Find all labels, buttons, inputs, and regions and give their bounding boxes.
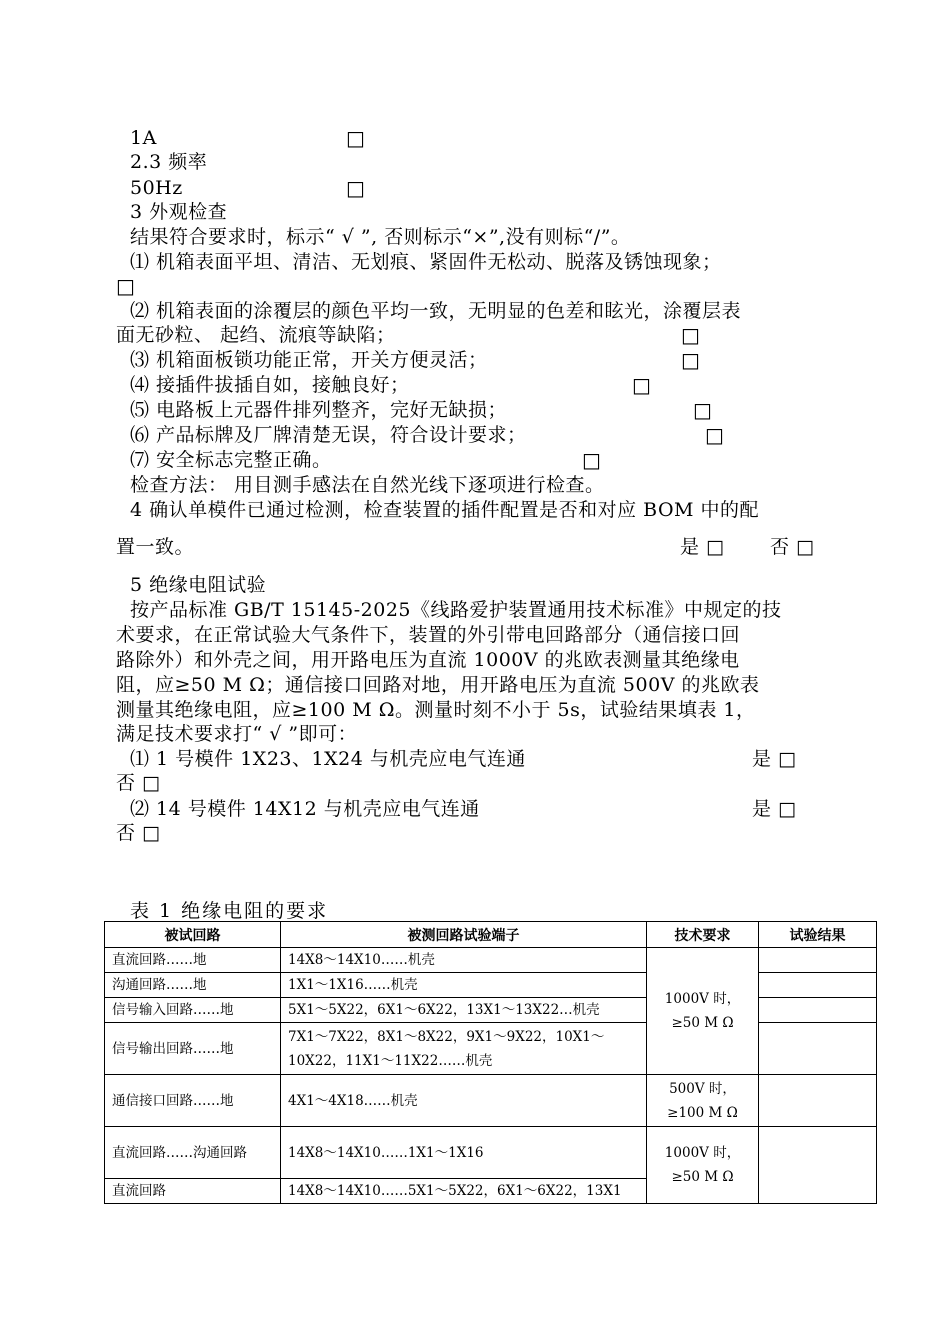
circuit-cell: 信号输入回路……地 <box>105 998 281 1023</box>
checkbox[interactable]: □ <box>582 448 601 472</box>
circuit-cell: 直流回路……沟通回路 <box>105 1127 281 1179</box>
no-checkbox[interactable]: 否 □ <box>116 772 161 794</box>
table-row <box>105 973 877 998</box>
terminals-cell: 14X8～14X10……机壳 <box>281 948 647 973</box>
table-row <box>105 998 877 1023</box>
requirement-cell: 1000V 时，≥50 M Ω <box>647 948 759 1075</box>
terminals-cell: 1X1～1X16……机壳 <box>281 973 647 998</box>
checkbox[interactable]: □ <box>346 176 365 200</box>
column-header: 试验结果 <box>759 922 877 948</box>
result-cell[interactable] <box>759 1023 877 1075</box>
table-caption: 表 1 绝缘电阻的要求 <box>130 900 329 922</box>
check-item: ⑹ 产品标牌及厂牌清楚无误，符合设计要求； <box>130 424 527 446</box>
check-item: ⑷ 接插件拔插自如，接触良好； <box>130 374 410 396</box>
section-heading: 2.3 频率 <box>130 151 208 173</box>
check-item: ⑴ 1 号模件 1X23、1X24 与机壳应电气连通 <box>130 748 526 770</box>
result-cell[interactable] <box>759 1075 877 1127</box>
checkbox[interactable]: □ <box>116 274 135 298</box>
checkbox[interactable]: □ <box>681 323 700 347</box>
current-value: 1A <box>130 127 157 149</box>
check-item: ⑶ 机箱面板锁功能正常，开关方便灵活； <box>130 349 488 371</box>
column-header: 技术要求 <box>647 922 759 948</box>
terminals-cell: 14X8～14X10……5X1～5X22，6X1～6X22，13X1 <box>281 1179 647 1204</box>
yes-checkbox[interactable]: 是 □ <box>752 798 797 820</box>
circuit-cell: 直流回路……地 <box>105 948 281 973</box>
table-header-row <box>105 922 877 948</box>
checkbox[interactable]: □ <box>705 423 724 447</box>
paragraph-line: 阻，应≥50 M Ω；通信接口回路对地，用开路电压为直流 500V 的兆欧表 <box>116 674 760 696</box>
circuit-cell: 沟通回路……地 <box>105 973 281 998</box>
result-cell[interactable] <box>759 1127 877 1204</box>
check-item: ⑴ 机箱表面平坦、清洁、无划痕、紧固件无松动、脱落及锈蚀现象； <box>130 251 722 273</box>
paragraph-line: 置一致。 <box>116 536 195 558</box>
table-row <box>105 1023 877 1075</box>
terminals-cell: 5X1～5X22，6X1～6X22，13X1～13X22…机壳 <box>281 998 647 1023</box>
table-row <box>105 1127 877 1179</box>
column-header: 被测回路试验端子 <box>281 922 647 948</box>
paragraph-line: 测量其绝缘电阻，应≥100 M Ω。测量时刻不小于 5s，试验结果填表 1， <box>116 699 756 721</box>
no-checkbox[interactable]: 否 □ <box>116 822 161 844</box>
terminals-cell: 4X1～4X18……机壳 <box>281 1075 647 1127</box>
checkbox[interactable]: □ <box>346 126 365 150</box>
check-item: ⑺ 安全标志完整正确。 <box>130 449 332 471</box>
result-cell[interactable] <box>759 973 877 998</box>
checkbox[interactable]: □ <box>693 398 712 422</box>
result-cell[interactable] <box>759 998 877 1023</box>
circuit-cell: 信号输出回路……地 <box>105 1023 281 1075</box>
circuit-cell: 通信接口回路……地 <box>105 1075 281 1127</box>
frequency-value: 50Hz <box>130 177 183 199</box>
yes-checkbox[interactable]: 是 □ <box>680 536 725 558</box>
paragraph-line: 满足技术要求打“ √ ”即可： <box>116 723 358 745</box>
table-row <box>105 948 877 973</box>
section-heading: 4 确认单模件已通过检测，检查装置的插件配置是否和对应 BOM 中的配 <box>130 499 760 521</box>
section-heading: 5 绝缘电阻试验 <box>130 574 267 596</box>
requirement-cell: 500V 时，≥100 M Ω <box>647 1075 759 1127</box>
paragraph-line: 结果符合要求时，标示“ √ ”, 否则标示“×”,没有则标“/”。 <box>130 226 631 248</box>
paragraph-line: 术要求，在正常试验大气条件下，装置的外引带电回路部分（通信接口回 <box>116 624 741 646</box>
circuit-cell: 直流回路 <box>105 1179 281 1204</box>
check-item: ⑵ 机箱表面的涂覆层的颜色平均一致，无明显的色差和眩光，涂覆层表 <box>130 300 742 322</box>
check-item: ⑸ 电路板上元器件排列整齐，完好无缺损； <box>130 399 508 421</box>
check-item: 面无砂粒、 起绉、流痕等缺陷； <box>116 324 396 346</box>
terminals-cell: 14X8～14X10……1X1～1X16 <box>281 1127 647 1179</box>
table-row <box>105 1075 877 1127</box>
check-item: ⑵ 14 号模件 14X12 与机壳应电气连通 <box>130 798 480 820</box>
paragraph-line: 检查方法： 用目测手感法在自然光线下逐项进行检查。 <box>130 474 605 496</box>
no-checkbox[interactable]: 否 □ <box>770 536 815 558</box>
checkbox[interactable]: □ <box>681 348 700 372</box>
result-cell[interactable] <box>759 948 877 973</box>
paragraph-line: 路除外）和外壳之间，用开路电压为直流 1000V 的兆欧表测量其绝缘电 <box>116 649 740 671</box>
yes-checkbox[interactable]: 是 □ <box>752 748 797 770</box>
checkbox[interactable]: □ <box>632 373 651 397</box>
column-header: 被试回路 <box>105 922 281 948</box>
terminals-cell: 7X1～7X22，8X1～8X22，9X1～9X22，10X1～10X22，11X1～11X22……机壳 <box>281 1023 647 1075</box>
requirement-cell: 1000V 时，≥50 M Ω <box>647 1127 759 1204</box>
section-heading: 3 外观检查 <box>130 201 228 223</box>
paragraph-line: 按产品标准 GB/T 15145-2025《线路爱护装置通用技术标准》中规定的技 <box>130 599 782 621</box>
insulation-resistance-table <box>104 921 877 1204</box>
